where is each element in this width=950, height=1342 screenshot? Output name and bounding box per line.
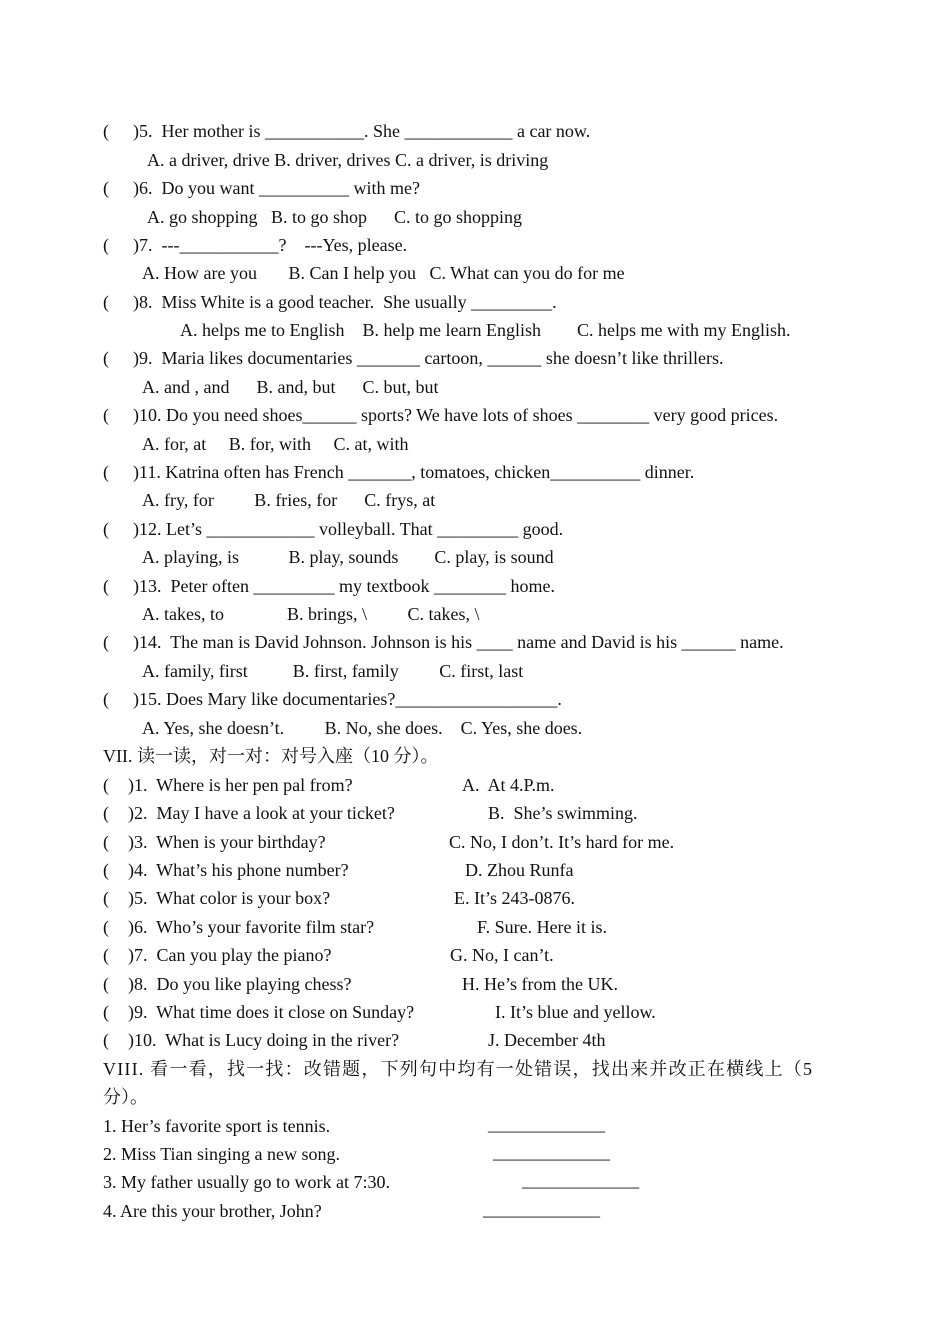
- question-options: A. family, first B. first, family C. first, last: [142, 661, 524, 681]
- answer-paren: (: [103, 121, 109, 141]
- match-question: )10. What is Lucy doing in the river?: [128, 1030, 400, 1050]
- match-question: )9. What time does it close on Sunday?: [128, 1002, 415, 1022]
- answer-paren: (: [103, 917, 109, 937]
- question-options: A. fry, for B. fries, for C. frys, at: [142, 490, 436, 510]
- question-text: )10. Do you need shoes______ sports? We have lots of shoes ________ very good prices.: [133, 405, 779, 425]
- match-question: )7. Can you play the piano?: [128, 945, 332, 965]
- question-text: )11. Katrina often has French _______, tomatoes, chicken__________ dinner.: [133, 462, 695, 482]
- question-options: A. a driver, drive B. driver, drives C. a driver, is driving: [147, 150, 549, 170]
- answer-paren: (: [103, 178, 109, 198]
- match-question: )8. Do you like playing chess?: [128, 974, 352, 994]
- answer-paren: (: [103, 235, 109, 255]
- answer-paren: (: [103, 292, 109, 312]
- match-answer: I. It’s blue and yellow.: [495, 1002, 656, 1022]
- error-sentence: 4. Are this your brother, John?: [103, 1201, 322, 1221]
- section-title-continued: 分）。: [103, 1087, 148, 1107]
- match-question: )4. What’s his phone number?: [128, 860, 349, 880]
- answer-paren: (: [103, 519, 109, 539]
- match-answer: B. She’s swimming.: [488, 803, 638, 823]
- question-text: )8. Miss White is a good teacher. She usually _________.: [133, 292, 557, 312]
- question-options: A. and , and B. and, but C. but, but: [142, 377, 439, 397]
- question-text: )13. Peter often _________ my textbook ________ home.: [133, 576, 555, 596]
- answer-paren: (: [103, 860, 109, 880]
- answer-paren: (: [103, 945, 109, 965]
- answer-paren: (: [103, 1030, 109, 1050]
- question-options: A. helps me to English B. help me learn English C. helps me with my English.: [180, 320, 791, 340]
- error-sentence: 2. Miss Tian singing a new song.: [103, 1144, 341, 1164]
- question-text: )15. Does Mary like documentaries?__________________.: [133, 689, 562, 709]
- question-options: A. Yes, she doesn’t. B. No, she does. C. Yes, she does.: [142, 718, 583, 738]
- question-text: )12. Let’s ____________ volleyball. That _________ good.: [133, 519, 564, 539]
- match-question: )5. What color is your box?: [128, 888, 331, 908]
- match-question: )6. Who’s your favorite film star?: [128, 917, 375, 937]
- question-options: A. playing, is B. play, sounds C. play, is sound: [142, 547, 554, 567]
- match-answer: J. December 4th: [488, 1030, 606, 1050]
- answer-paren: (: [103, 462, 109, 482]
- question-text: )5. Her mother is ___________. She ____________ a car now.: [133, 121, 591, 141]
- answer-paren: (: [103, 832, 109, 852]
- question-options: A. go shopping B. to go shop C. to go shopping: [147, 207, 523, 227]
- match-answer: E. It’s 243-0876.: [454, 888, 575, 908]
- match-answer: D. Zhou Runfa: [465, 860, 574, 880]
- answer-paren: (: [103, 689, 109, 709]
- answer-paren: (: [103, 576, 109, 596]
- answer-blank[interactable]: _____________: [483, 1199, 600, 1219]
- section-title: VII. 读一读，对一对：对号入座（10 分）。: [103, 746, 439, 766]
- answer-blank[interactable]: _____________: [488, 1114, 605, 1134]
- answer-paren: (: [103, 348, 109, 368]
- match-answer: C. No, I don’t. It’s hard for me.: [449, 832, 675, 852]
- match-question: )1. Where is her pen pal from?: [128, 775, 353, 795]
- answer-paren: (: [103, 1002, 109, 1022]
- question-text: )6. Do you want __________ with me?: [133, 178, 420, 198]
- answer-paren: (: [103, 405, 109, 425]
- question-options: A. for, at B. for, with C. at, with: [142, 434, 409, 454]
- answer-paren: (: [103, 775, 109, 795]
- question-text: )9. Maria likes documentaries _______ cartoon, ______ she doesn’t like thrillers.: [133, 348, 724, 368]
- answer-paren: (: [103, 632, 109, 652]
- match-answer: A. At 4.P.m.: [462, 775, 555, 795]
- match-question: )2. May I have a look at your ticket?: [128, 803, 395, 823]
- match-answer: G. No, I can’t.: [450, 945, 554, 965]
- question-text: )14. The man is David Johnson. Johnson is his ____ name and David is his ______ name.: [133, 632, 784, 652]
- question-text: )7. ---___________? ---Yes, please.: [133, 235, 408, 255]
- section-title: VIII. 看一看，找一找：改错题，下列句中均有一处错误，找出来并改正在横线上（5: [103, 1059, 814, 1079]
- error-sentence: 1. Her’s favorite sport is tennis.: [103, 1116, 331, 1136]
- answer-blank[interactable]: _____________: [493, 1142, 610, 1162]
- question-options: A. How are you B. Can I help you C. What can you do for me: [142, 263, 625, 283]
- answer-paren: (: [103, 888, 109, 908]
- match-question: )3. When is your birthday?: [128, 832, 326, 852]
- answer-blank[interactable]: _____________: [522, 1170, 639, 1190]
- question-options: A. takes, to B. brings, \ C. takes, \: [142, 604, 480, 624]
- match-answer: H. He’s from the UK.: [462, 974, 618, 994]
- answer-paren: (: [103, 803, 109, 823]
- answer-paren: (: [103, 974, 109, 994]
- match-answer: F. Sure. Here it is.: [477, 917, 608, 937]
- error-sentence: 3. My father usually go to work at 7:30.: [103, 1172, 390, 1192]
